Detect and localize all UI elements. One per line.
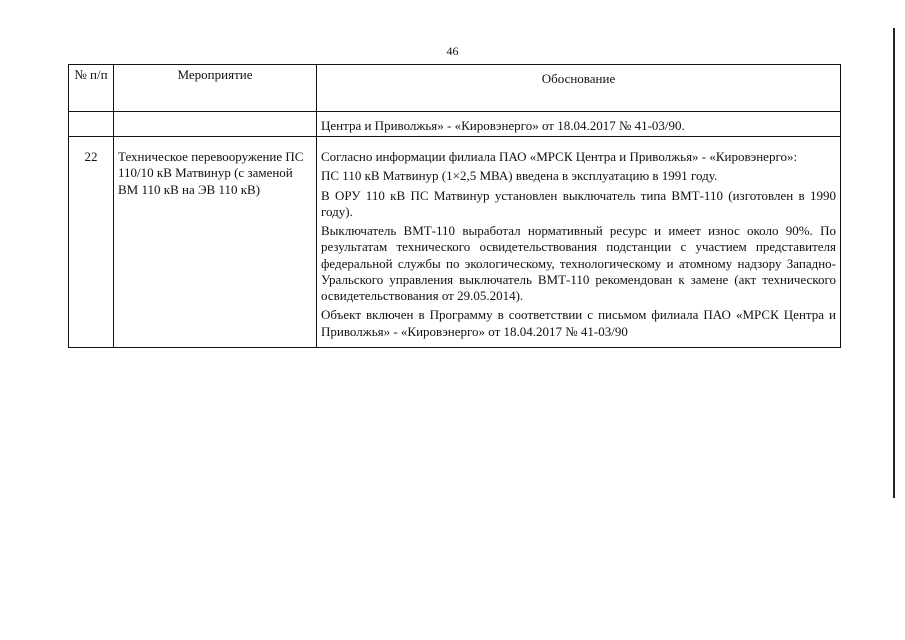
row-justification	[317, 137, 841, 348]
justification-paragraph: ПС 110 кВ Матвинур (1×2,5 МВА) введена в эксплуатацию в 1991 году.	[321, 168, 718, 184]
header-measure: Мероприятие	[114, 65, 317, 112]
justification-paragraph: Объект включен в Программу в соответствии с письмом филиала ПАО «МРСК Центра и Приволжья» - «Кировэнерго» от 18.04.2017 № 41-03/90	[321, 307, 836, 339]
scan-edge-line	[893, 28, 895, 498]
table-row	[69, 137, 841, 348]
page-number: 46	[446, 44, 459, 58]
row-number: 22	[69, 137, 114, 348]
justification-paragraph: Согласно информации филиала ПАО «МРСК Центра и Приволжья» - «Кировэнерго»:	[321, 149, 798, 164]
measures-table	[68, 64, 841, 348]
continuation-text: Центра и Приволжья» - «Кировэнерго» от 18.04.2017 № 41-03/90.	[317, 112, 841, 137]
row-measure: Техническое перевооружение ПС 110/10 кВ Матвинур (с заменой ВМ 110 кВ на ЭВ 110 кВ)	[114, 137, 317, 348]
continuation-number-cell	[69, 112, 114, 137]
header-justification: Обоснование	[317, 65, 841, 112]
continuation-row	[69, 112, 841, 137]
header-number: № п/п	[69, 65, 114, 112]
table-header-row	[69, 65, 841, 112]
justification-paragraph: Выключатель ВМТ-110 выработал нормативный ресурс и имеет износ около 90%. По результатам технического освидетельствования подстанции с участием представителя федеральной службы по экологическому, технологическому и атомному надзору Западно-Уральского управления выключатель ВМТ-110 рекомендован к замене (акт технического освидетельствования от 29.05.2014).	[321, 223, 836, 303]
continuation-measure-cell	[114, 112, 317, 137]
justification-paragraph: В ОРУ 110 кВ ПС Матвинур установлен выключатель типа ВМТ-110 (изготовлен в 1990 году).	[321, 187, 836, 219]
